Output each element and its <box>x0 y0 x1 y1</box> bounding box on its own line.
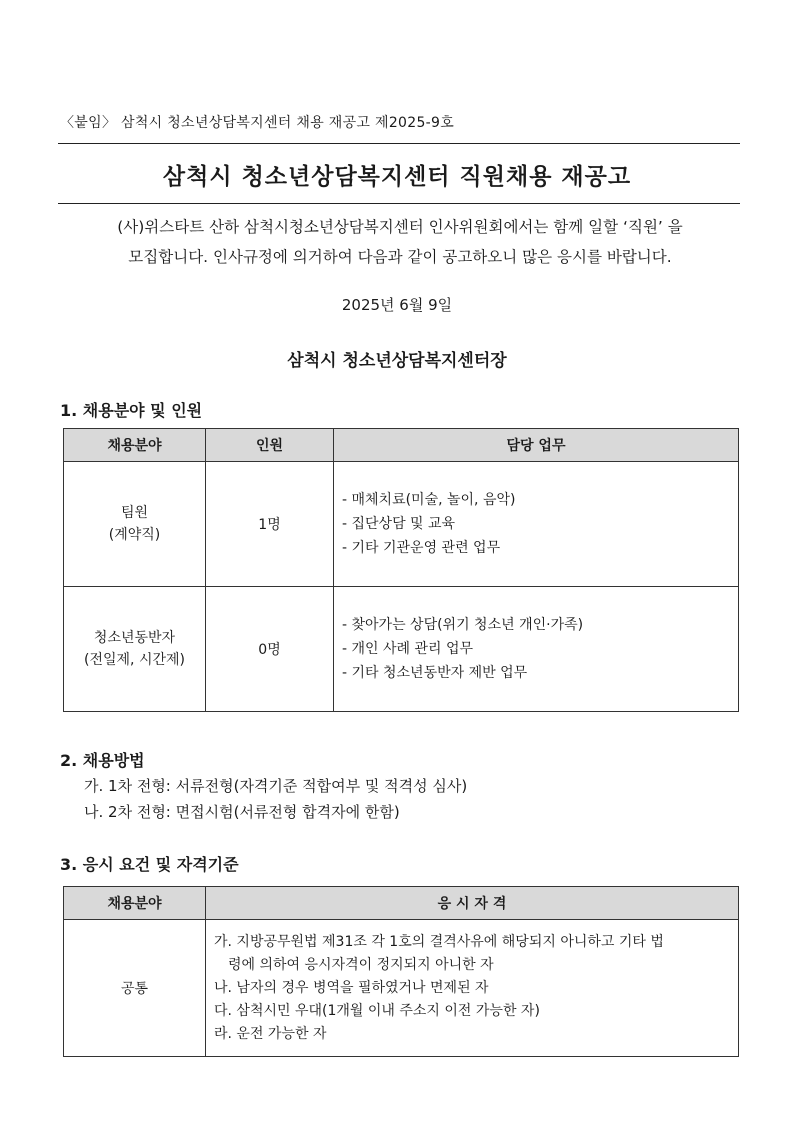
qual-item-continued: 령에 의하여 응시자격이 정지되지 아니한 자 <box>228 956 494 973</box>
duty-item: - 기타 기관운영 관련 업무 <box>342 540 501 556</box>
signer: 삼척시 청소년상담복지센터장 <box>287 351 507 371</box>
qual-item: 다. 삼척시민 우대(1개월 이내 주소지 이전 가능한 자) <box>214 1002 540 1019</box>
intro-line-2: 모집합니다. 인사규정에 의거하여 다음과 같이 공고하오니 많은 응시를 바랍니다. <box>128 248 672 266</box>
section-3-heading: 3. 응시 요건 및 자격기준 <box>60 855 239 874</box>
field-type: (전일제, 시간제) <box>84 652 185 668</box>
field-cell: 공통 <box>64 920 206 1057</box>
method-item-1: 가. 1차 전형: 서류전형(자격기준 적합여부 및 적격성 심사) <box>84 777 468 795</box>
field-name: 청소년동반자 <box>93 630 176 646</box>
field-type: (계약직) <box>108 527 161 543</box>
table-row <box>64 587 739 712</box>
method-item-2: 나. 2차 전형: 면접시험(서류전형 합격자에 한함) <box>84 803 400 821</box>
qual-item: 라. 운전 가능한 자 <box>214 1025 327 1042</box>
duty-item: - 찾아가는 상담(위기 청소년 개인·가족) <box>342 617 584 633</box>
table-row <box>64 462 739 587</box>
recruitment-table <box>63 428 739 712</box>
duty-item: - 매체치료(미술, 놀이, 음악) <box>342 492 516 508</box>
table-header-row <box>64 887 739 920</box>
duties-cell <box>334 587 739 712</box>
intro-paragraph <box>60 212 740 272</box>
header-duties: 담당 업무 <box>334 429 739 462</box>
duty-item: - 집단상담 및 교육 <box>342 516 456 532</box>
duty-item: - 개인 사례 관리 업무 <box>342 641 474 657</box>
field-cell <box>64 462 206 587</box>
duties-cell <box>334 462 739 587</box>
intro-line-1: (사)위스타트 산하 삼척시청소년상담복지센터 인사위원회에서는 함께 일할 ‘직원’ 을 <box>117 218 683 236</box>
field-cell <box>64 587 206 712</box>
qualifications-cell <box>206 920 739 1057</box>
header-field: 채용분야 <box>64 887 206 920</box>
header-count: 인원 <box>206 429 334 462</box>
table-header-row <box>64 429 739 462</box>
count-cell: 0명 <box>206 587 334 712</box>
qual-item: 나. 남자의 경우 병역을 필하였거나 면제된 자 <box>214 979 489 996</box>
notice-date: 2025년 6월 9일 <box>341 296 453 314</box>
table-row <box>64 920 739 1057</box>
top-rule <box>58 143 740 144</box>
count-cell: 1명 <box>206 462 334 587</box>
field-name: 팀원 <box>120 505 149 521</box>
duty-item: - 기타 청소년동반자 제반 업무 <box>342 665 528 681</box>
header-field: 채용분야 <box>64 429 206 462</box>
header-qualification: 응 시 자 격 <box>206 887 739 920</box>
section-1-heading: 1. 채용분야 및 인원 <box>60 401 203 420</box>
qualification-table <box>63 886 739 1057</box>
section-2-heading: 2. 채용방법 <box>60 751 145 770</box>
attachment-label: 〈붙임〉 삼척시 청소년상담복지센터 채용 재공고 제2025-9호 <box>60 115 455 131</box>
page-title: 삼척시 청소년상담복지센터 직원채용 재공고 <box>162 164 632 190</box>
title-rule <box>58 203 740 204</box>
qual-item: 가. 지방공무원법 제31조 각 1호의 결격사유에 해당되지 아니하고 기타 법 <box>214 933 664 950</box>
